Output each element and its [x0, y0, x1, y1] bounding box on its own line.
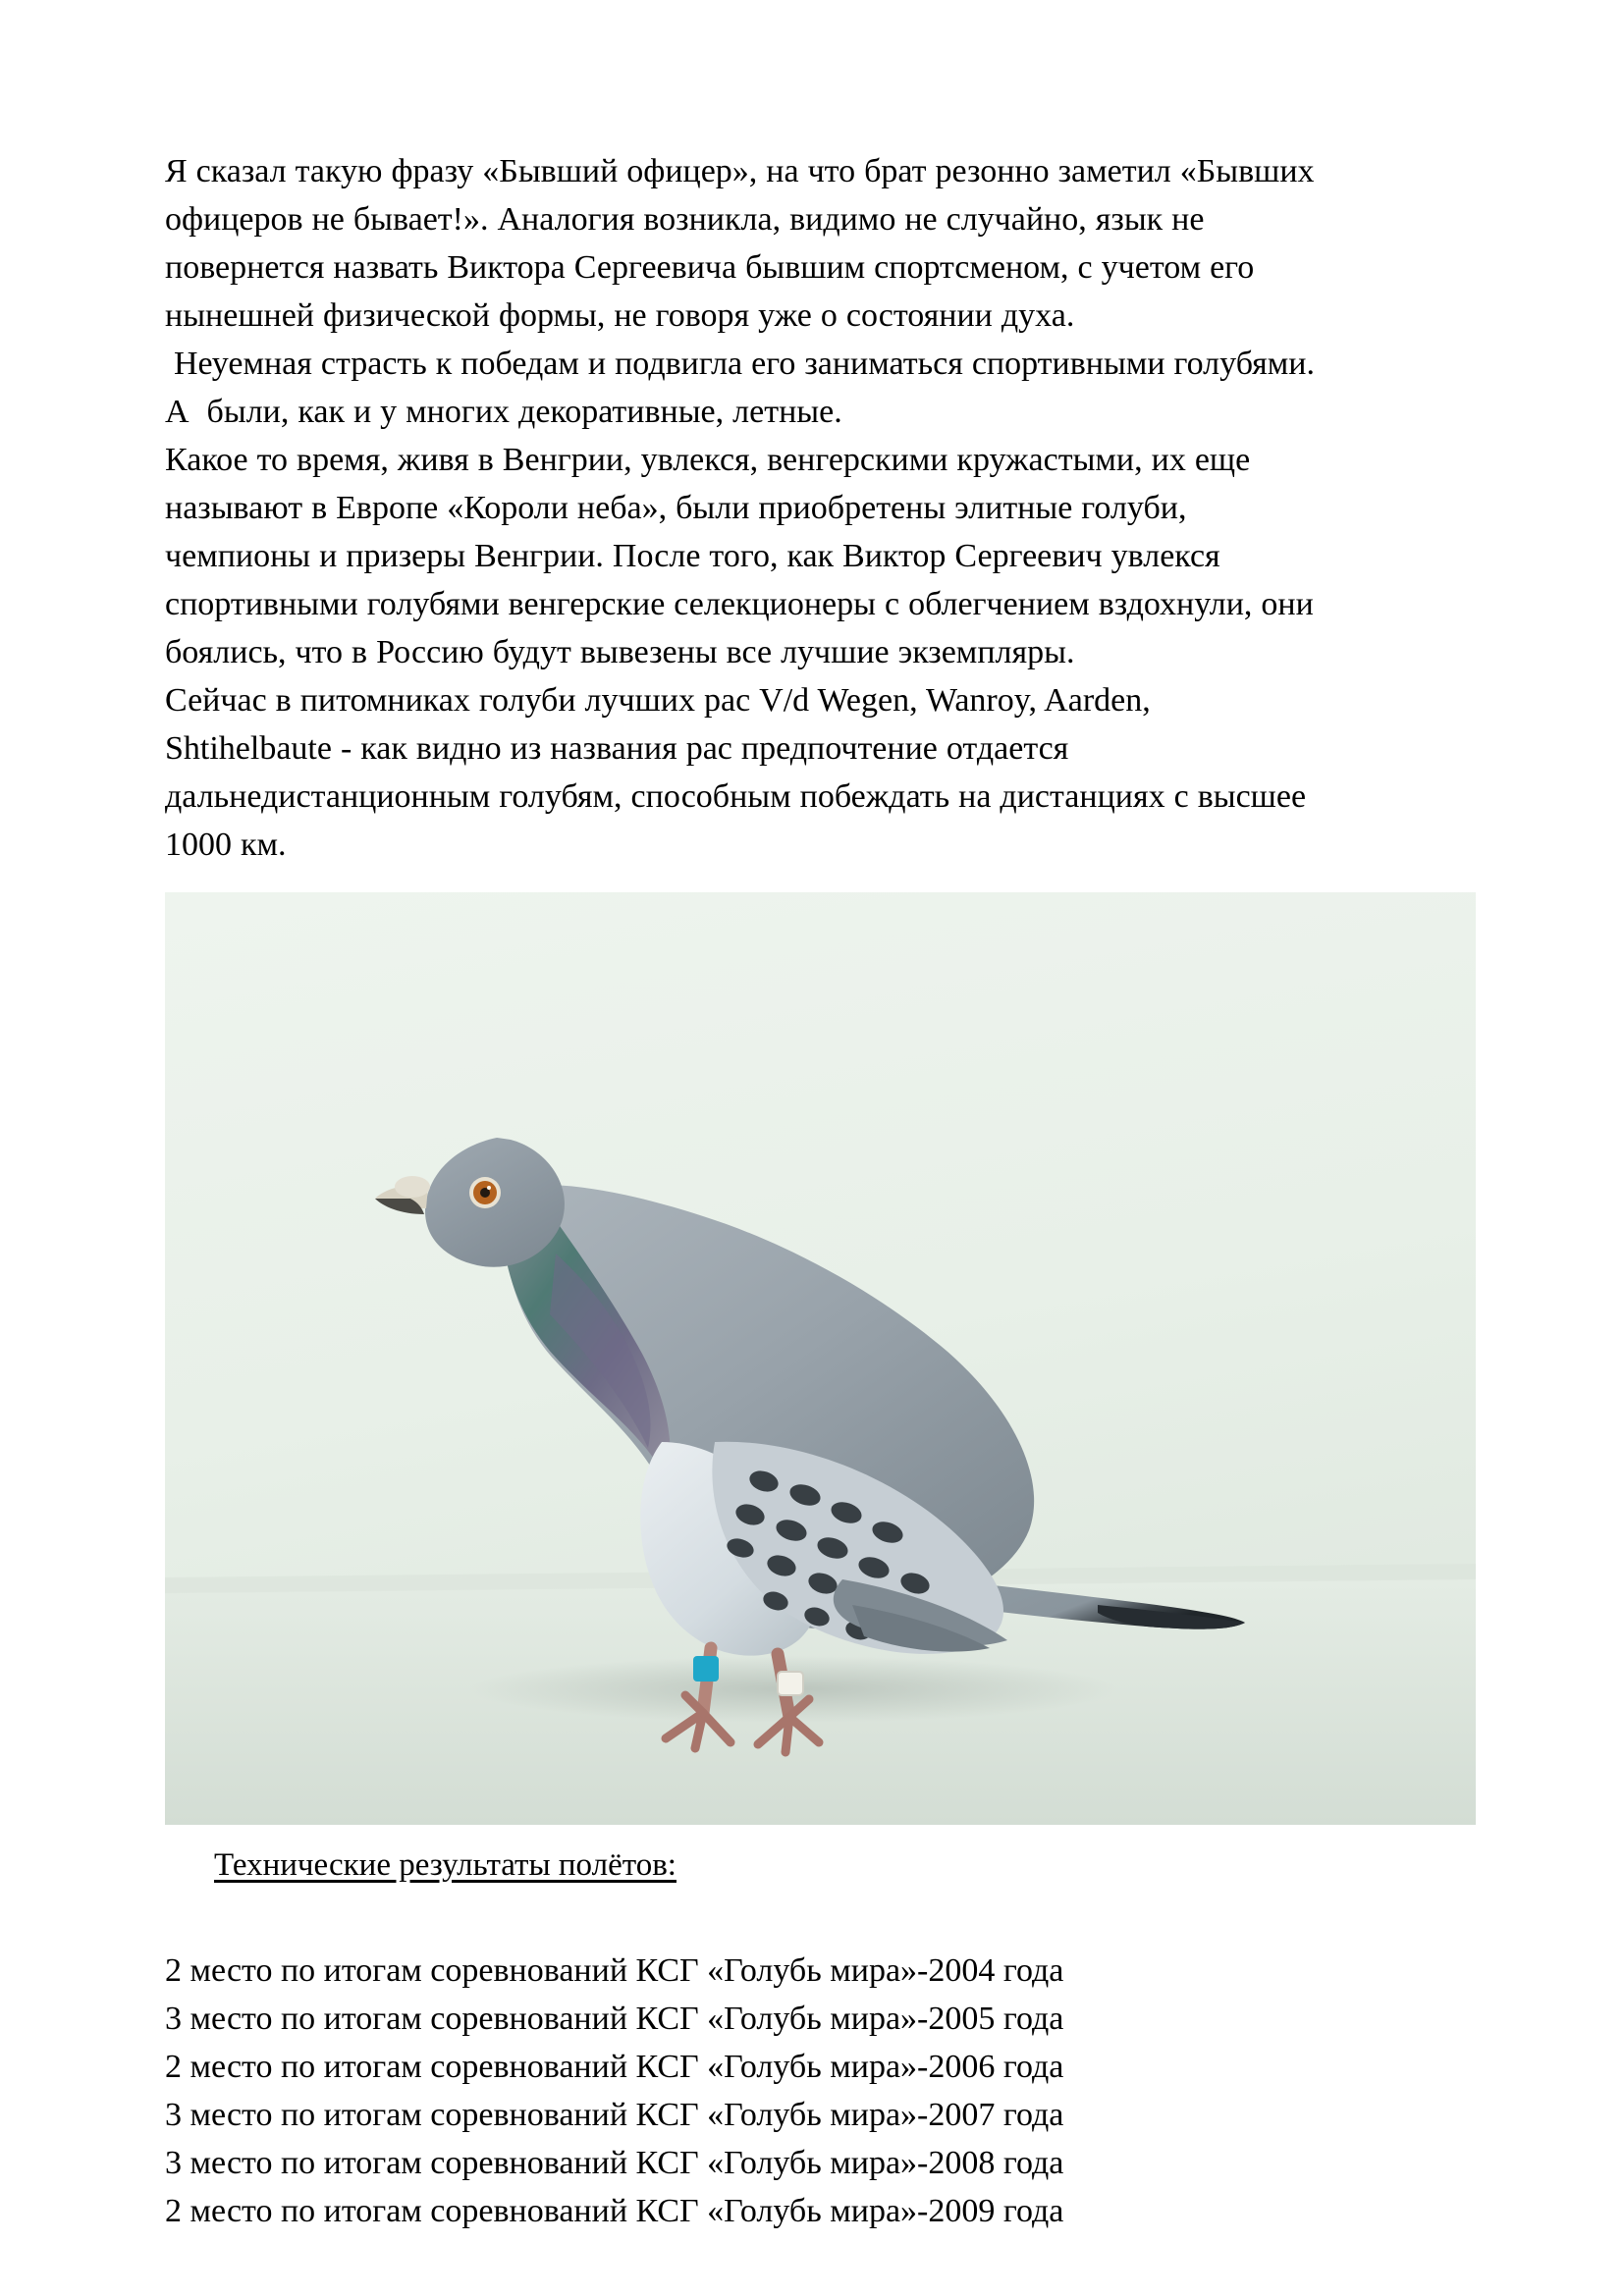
text-line: Какое то время, живя в Венгрии, увлекся, венгерскими кружастыми, их еще	[165, 442, 1251, 478]
figure-caption: Технические результаты полётов:	[214, 1847, 677, 1883]
paragraph-1	[165, 147, 1461, 436]
text-line: нынешней физической формы, не говоря уже о состоянии духа.	[165, 297, 1075, 334]
document-content	[165, 147, 1461, 2235]
text-line: повернется назвать Виктора Сергеевича бывшим спортсменом, с учетом его	[165, 249, 1255, 286]
text-line: дальнедистанционным голубям, способным побеждать на дистанциях с высшее	[165, 778, 1307, 815]
result-item: 3 место по итогам соревнований КСГ «Голубь мира»-2007 года	[165, 2097, 1064, 2133]
text-line: Неуемная страсть к победам и подвигла его заниматься спортивными голубями.	[165, 346, 1315, 382]
pigeon-photo	[165, 892, 1476, 1825]
text-line: 1000 км.	[165, 827, 287, 863]
text-line: называют в Европе «Короли неба», были приобретены элитные голуби,	[165, 490, 1187, 526]
flight-results-list	[165, 1947, 1461, 2235]
text-line: Я сказал такую фразу «Бывший офицер», на что брат резонно заметил «Бывших	[165, 153, 1315, 189]
text-line: офицеров не бывает!». Аналогия возникла, видимо не случайно, язык не	[165, 201, 1205, 238]
text-line: Сейчас в питомниках голуби лучших рас V/d Wegen, Wanroy, Aarden,	[165, 682, 1151, 719]
text-line: спортивными голубями венгерские селекционеры с облегчением вздохнули, они	[165, 586, 1314, 622]
result-item: 2 место по итогам соревнований КСГ «Голубь мира»-2009 года	[165, 2193, 1064, 2229]
paragraph-2	[165, 436, 1461, 676]
text-line: А были, как и у многих декоративные, летные.	[165, 394, 842, 430]
text-line: чемпионы и призеры Венгрии. После того, как Виктор Сергеевич увлекся	[165, 538, 1220, 574]
result-item: 2 место по итогам соревнований КСГ «Голубь мира»-2004 года	[165, 1952, 1064, 1989]
paragraph-3	[165, 676, 1461, 869]
text-line: боялись, что в Россию будут вывезены все лучшие экземпляры.	[165, 634, 1075, 670]
pigeon-illustration	[165, 892, 1476, 1825]
figure-caption-wrap	[165, 1842, 1461, 1888]
result-item: 3 место по итогам соревнований КСГ «Голубь мира»-2005 года	[165, 2001, 1064, 2037]
result-item: 3 место по итогам соревнований КСГ «Голубь мира»-2008 года	[165, 2145, 1064, 2181]
result-item: 2 место по итогам соревнований КСГ «Голубь мира»-2006 года	[165, 2049, 1064, 2085]
text-line: Shtihelbaute - как видно из названия рас предпочтение отдается	[165, 730, 1069, 767]
